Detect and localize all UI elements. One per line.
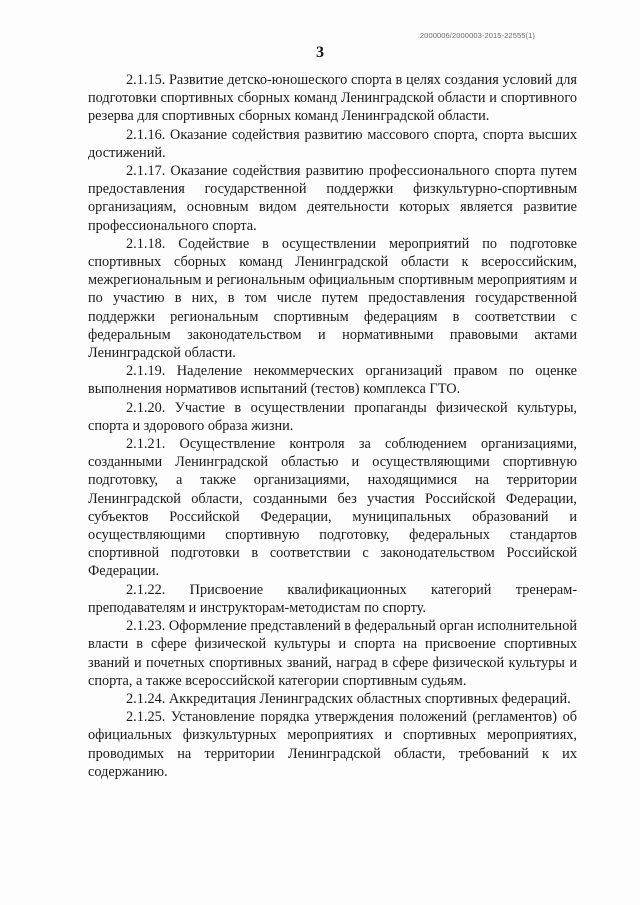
clause-2-1-17: 2.1.17. Оказание содействия развитию профессионального спорта путем предоставления государственной поддержки физкультурно-спортивным организациям, основным видом деятельности которых является развитие профессионального спорта. [88, 163, 577, 234]
clause-2-1-19: 2.1.19. Наделение некоммерческих организаций правом по оценке выполнения нормативов испытаний (тестов) комплекса ГТО. [88, 363, 577, 398]
clause-2-1-22: 2.1.22. Присвоение квалификационных категорий тренерам-преподавателям и инструкторам-методистам по спорту. [88, 581, 577, 616]
clause-2-1-15: 2.1.15. Развитие детско-юношеского спорта в целях создания условий для подготовки спортивных сборных команд Ленинградской области и спортивного резерва для спортивных сборных команд Ленинградской области. [88, 72, 577, 125]
clause-2-1-20: 2.1.20. Участие в осуществлении пропаганды физической культуры, спорта и здорового образа жизни. [88, 399, 577, 434]
clause-2-1-24: 2.1.24. Аккредитация Ленинградских областных спортивных федераций. [126, 690, 571, 707]
clause-2-1-21: 2.1.21. Осуществление контроля за соблюдением организациями, созданными Ленинградской областью и осуществляющими спортивную подготовку, а также организациями, находящимися на территории Ленинградской области, созданными без участия Российской Федерации, субъектов Российской Федерации, муниципальных образований и осуществляющими спортивную подготовку, федеральных стандартов спортивной подготовки в соответствии с законодательством Российской Федерации. [88, 436, 577, 580]
clause-2-1-18: 2.1.18. Содействие в осуществлении мероприятий по подготовке спортивных сборных команд Ленинградской области к всероссийским, межрегиональным и региональным официальным спортивным мероприятиям и по участию в них, в том числе путем предоставления государственной поддержки региональным спортивным федерациям в соответствии с федеральным законодательством и нормативными правовыми актами Ленинградской области. [88, 235, 577, 362]
clause-2-1-16: 2.1.16. Оказание содействия развитию массового спорта, спорта высших достижений. [88, 126, 577, 161]
clause-2-1-23: 2.1.23. Оформление представлений в федеральный орган исполнительной власти в сфере физической культуры и спорта на присвоение спортивных званий и почетных спортивных званий, наград в сфере физической культуры и спорта, а также всероссийской категории спортивным судьям. [88, 618, 577, 689]
page-number: 3 [316, 44, 324, 61]
clause-2-1-25: 2.1.25. Установление порядка утверждения положений (регламентов) об официальных физкультурных мероприятиях и спортивных мероприятиях, проводимых на территории Ленинградской области, требований к их содержанию. [88, 709, 577, 780]
document-body [88, 71, 577, 781]
document-stamp: 2000006/2000003-2015-22555(1) [419, 31, 535, 40]
